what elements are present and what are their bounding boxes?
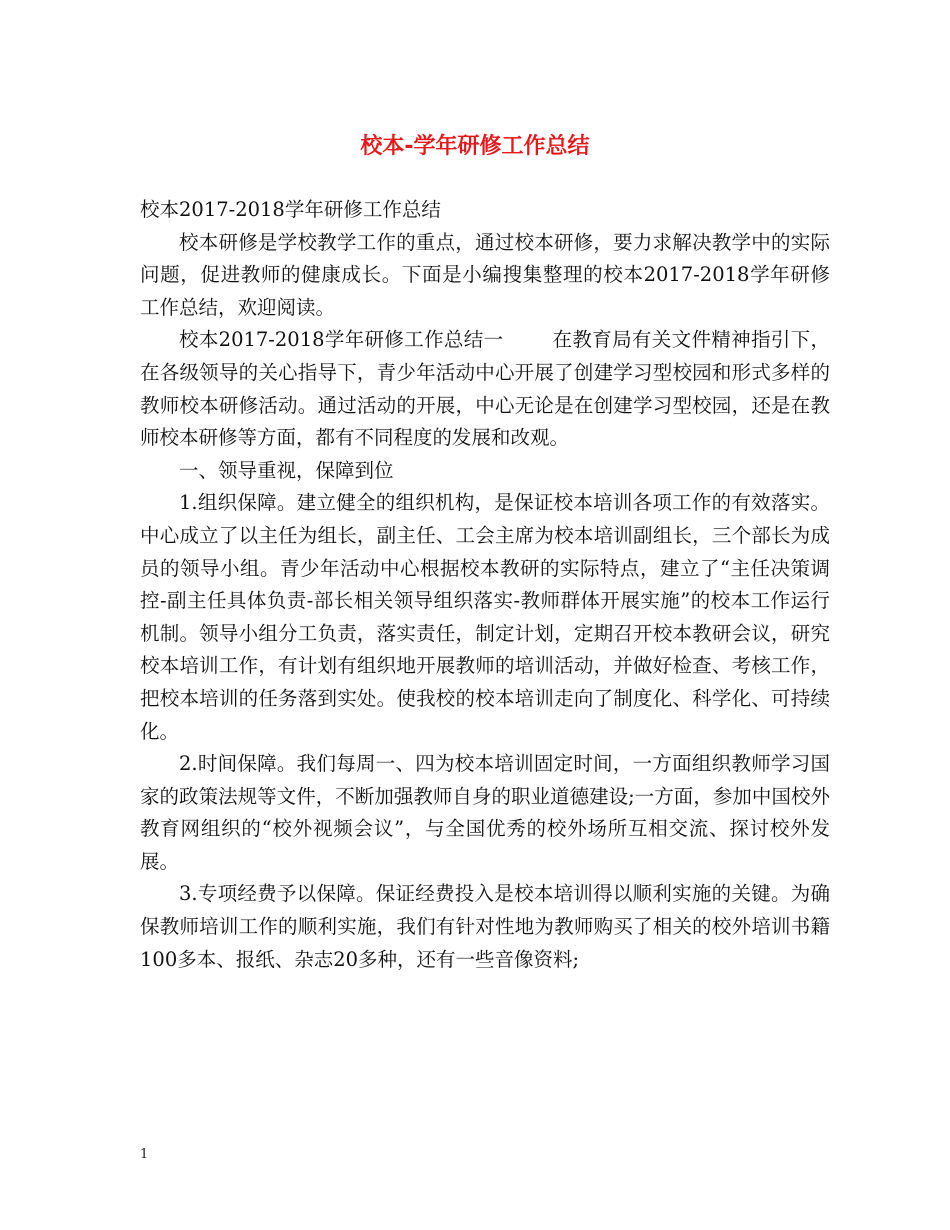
paragraph-funding: 3.专项经费予以保障。保证经费投入是校本培训得以顺利实施的关键。为确保教师培训工作的顺利实施，我们有针对性地为教师购买了相关的校外培训书籍100多本、报纸、杂志20多种，还有一些音像资料; xyxy=(140,882,830,971)
paragraph-organization: 1.组织保障。建立健全的组织机构，是保证校本培训各项工作的有效落实。中心成立了以主任为组长，副主任、工会主席为校本培训副组长，三个部长为成员的领导小组。青少年活动中心根据校本教研的实际特点，建立了“主任决策调控-副主任具体负责-部长相关领导组织落实-教师群体开展实施”的校本工作运行机制。领导小组分工负责，落实责任，制定计划，定期召开校本教研会议，研究校本培训工作，有计划有组织地开展教师的培训活动，并做好检查、考核工作，把校本培训的任务落到实处。使我校的校本培训走向了制度化、科学化、可持续化。 xyxy=(140,491,830,743)
heading-leadership: 一、领导重视，保障到位 xyxy=(179,458,394,482)
section-label: 校本2017-2018学年研修工作总结一 xyxy=(179,328,504,352)
paragraph-intro: 校本研修是学校教学工作的重点，通过校本研修，要力求解决教学中的实际问题，促进教师的健康成长。下面是小编搜集整理的校本2017-2018学年研修工作总结，欢迎阅读。 xyxy=(140,230,830,319)
document-title: 校本-学年研修工作总结 xyxy=(360,134,590,159)
paragraph-section-one xyxy=(140,324,830,454)
page-number: 1 xyxy=(140,1147,149,1162)
document-subtitle: 校本2017-2018学年研修工作总结 xyxy=(140,198,441,221)
section-one-text: 在教育局有关文件精神指引下，在各级领导的关心指导下，青少年活动中心开展了创建学习型校园和形式多样的教师校本研修活动。通过活动的开展，中心无论是在创建学习型校园，还是在教师校本研修等方面，都有不同程度的发展和改观。 xyxy=(140,328,830,450)
document-body xyxy=(140,194,830,976)
paragraph-time: 2.时间保障。我们每周一、四为校本培训固定时间，一方面组织教师学习国家的政策法规等文件，不断加强教师自身的职业道德建设;一方面，参加中国校外教育网组织的“校外视频会议”，与全国优秀的校外场所互相交流、探讨校外发展。 xyxy=(140,752,830,873)
